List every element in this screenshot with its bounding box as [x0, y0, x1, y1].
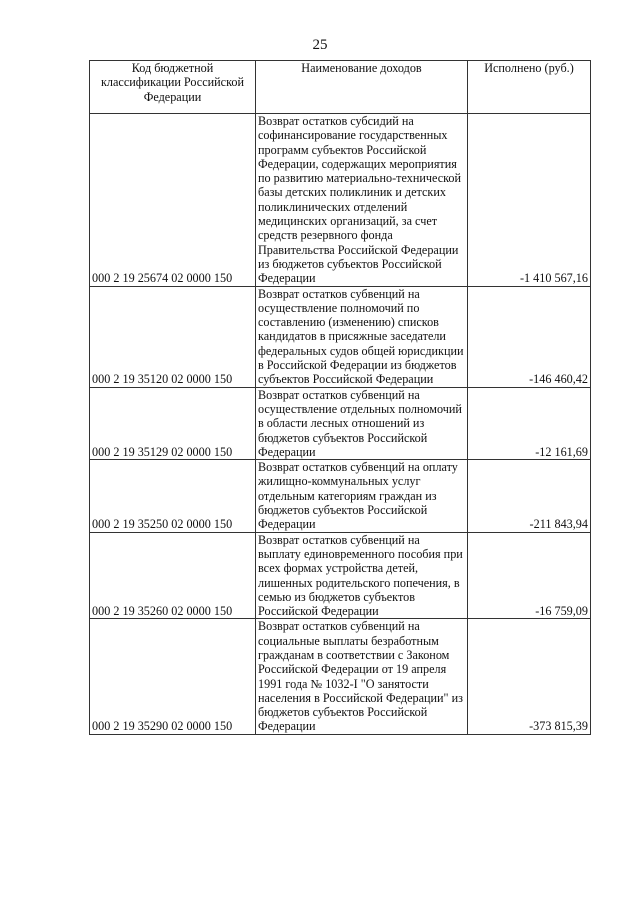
page-number: 25 [312, 37, 328, 53]
budget-code-cell: 000 2 19 35250 02 0000 150 [90, 460, 256, 532]
table-row [90, 114, 591, 287]
amount-cell: -211 843,94 [468, 460, 591, 532]
amount-cell: -373 815,39 [468, 619, 591, 734]
amount-cell: -12 161,69 [468, 387, 591, 459]
header-revenue-name: Наименование доходов [256, 61, 468, 114]
table-row [90, 460, 591, 532]
revenue-table [89, 60, 591, 735]
revenue-name-cell: Возврат остатков субвенций на социальные выплаты безработным гражданам в соответствии с Законом Российской Федерации от 19 апреля 1991 года № 1032-I "О занятости населения в Российской Федерации" из бюджетов субъектов Российской Федерации [256, 619, 468, 734]
table-row [90, 532, 591, 619]
budget-code-cell: 000 2 19 35129 02 0000 150 [90, 387, 256, 459]
table-row [90, 286, 591, 387]
revenue-name-cell: Возврат остатков субвенций на осуществление отдельных полномочий в области лесных отношений из бюджетов субъектов Российской Федерации [256, 387, 468, 459]
header-executed-amount: Исполнено (руб.) [468, 61, 591, 114]
table-row [90, 619, 591, 734]
revenue-name-cell: Возврат остатков субвенций на выплату единовременного пособия при всех формах устройства детей, лишенных родительского попечения, в семью из бюджетов субъектов Российской Федерации [256, 532, 468, 619]
budget-code-cell: 000 2 19 35290 02 0000 150 [90, 619, 256, 734]
amount-cell: -16 759,09 [468, 532, 591, 619]
budget-code-cell: 000 2 19 35120 02 0000 150 [90, 286, 256, 387]
budget-code-cell: 000 2 19 25674 02 0000 150 [90, 114, 256, 287]
table-header-row [90, 61, 591, 114]
amount-cell: -146 460,42 [468, 286, 591, 387]
revenue-name-cell: Возврат остатков субвенций на оплату жилищно-коммунальных услуг отдельным категориям граждан из бюджетов субъектов Российской Федерации [256, 460, 468, 532]
revenue-name-cell: Возврат остатков субсидий на софинансирование государственных программ субъектов Российской Федерации, содержащих мероприятия по развитию материально-технической базы детских поликлиник и детских поликлинических отделений медицинских организаций, за счет средств резервного фонда Правительства Российской Федерации из бюджетов субъектов Российской Федерации [256, 114, 468, 287]
amount-cell: -1 410 567,16 [468, 114, 591, 287]
budget-code-cell: 000 2 19 35260 02 0000 150 [90, 532, 256, 619]
table-row [90, 387, 591, 459]
header-budget-code: Код бюджетной классификации Российской Федерации [90, 61, 256, 114]
revenue-name-cell: Возврат остатков субвенций на осуществление полномочий по составлению (изменению) списков кандидатов в присяжные заседатели федеральных судов общей юрисдикции в Российской Федерации из бюджетов субъектов Российской Федерации [256, 286, 468, 387]
